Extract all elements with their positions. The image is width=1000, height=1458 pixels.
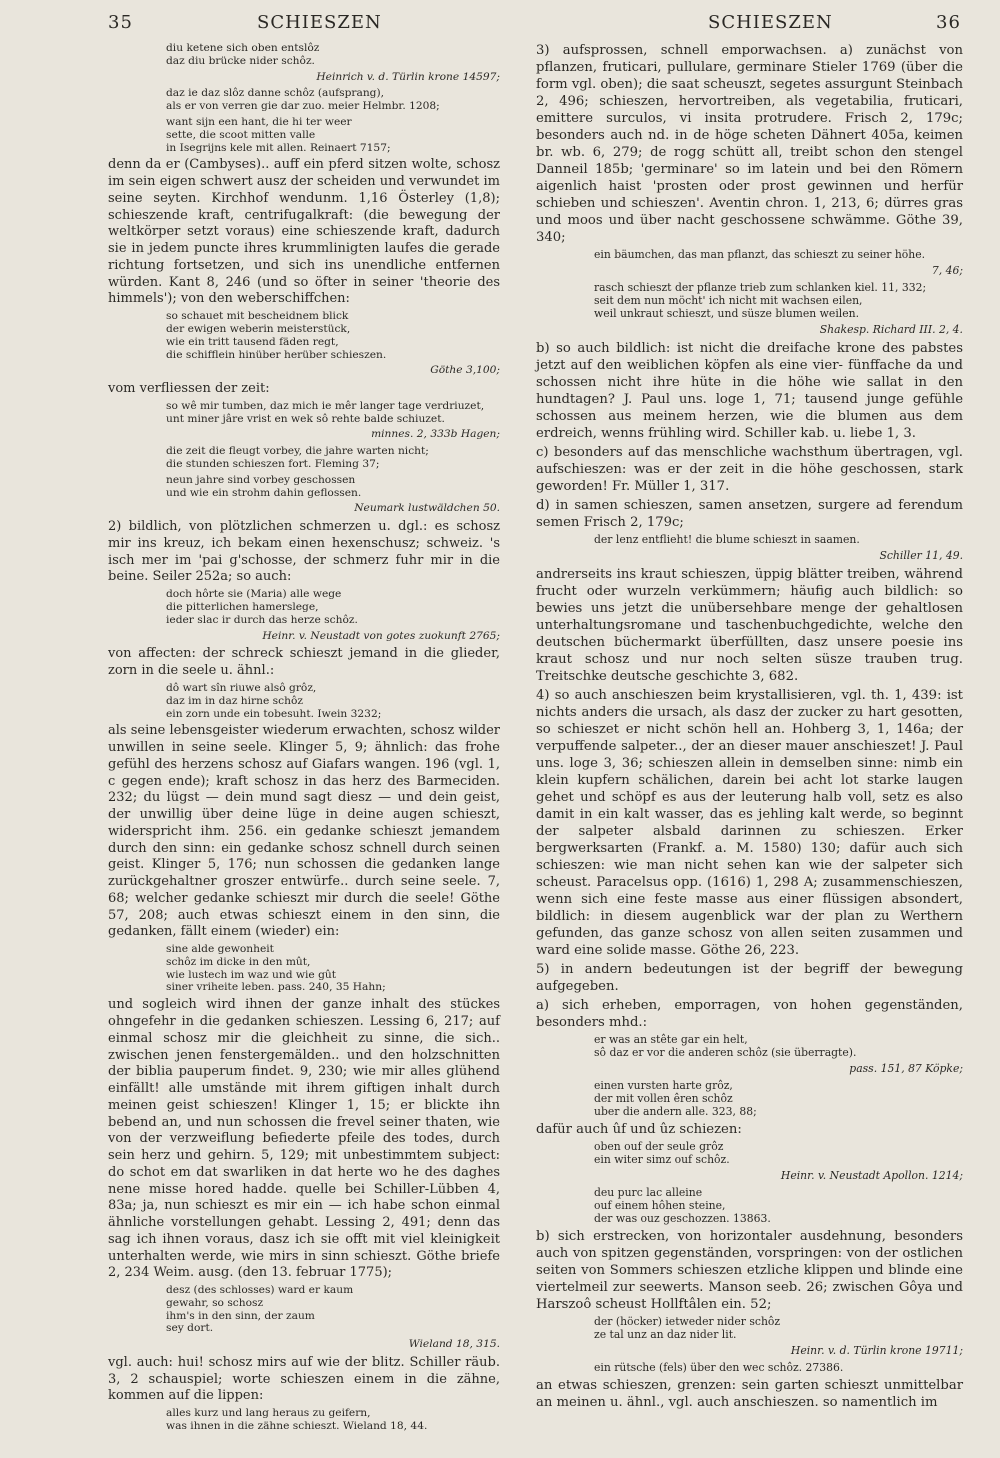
quotation-verse: oben ouf der seule grôz ein witer simz ouf schôz. — [594, 1140, 730, 1166]
quotation-verse: neun jahre sind vorbey geschossen und wie ein strohm dahin geflossen. — [166, 472, 362, 499]
entry-paragraph: 2) bildlich, von plötzlichen schmerzen u. dgl.: es schosz mir ins kreuz, ich bekam einen hexenschusz; schweiz. 's isch mer im 'pai g'schosse, der schmerz fuhr mir in die beine. Seiler 252a; so auch: — [108, 519, 500, 585]
entry-paragraph: als seine lebensgeister wiederum erwachten, schosz wilder unwillen in seine seele. Klinger 5, 9; ähnlich: das frohe gefühl des herzens schosz auf Giafars wangen. 196 (vgl. 1, c gegen ende); kraft schosz in das herz des Barmeciden. 232; du lügst — dein mund sagt diesz — und dein geist, der unwillig über deine lüge in deine augen schieszt, widerspricht ihm. 256. ein gedanke schieszt jemandem durch den sinn: ein gedanke schosz schnell durch seinen geist. Klinger 5, 176; nun schossen die gedanken lange zurückgehaltner groszer entwürfe.. durch seine seele. 7, 68; welcher gedanke schieszt mir durch die seele! Göthe 57, 208; auch etwas schieszt einem in den sinn, die gedanken, fällt einem (wieder) ein: — [108, 723, 500, 940]
citation: Göthe 3,100; — [430, 363, 500, 377]
entry-paragraph: c) besonders auf das menschliche wachsthum übertragen, vgl. aufschieszen: was er der zeit in die höhe geschossen, stark geworden! Fr. Müller 1, 317. — [536, 445, 963, 494]
quotation-verse: rasch schieszt der pflanze trieb zum schlanken kiel. 11, 332; seit dem nun möcht' ich nicht mit wachsen eilen, weil unkraut schieszt, und süsze blumen weilen. — [594, 281, 927, 320]
entry-paragraph: andrerseits ins kraut schieszen, üppig blätter treiben, während frucht oder wurzeln verkümmern; häufig auch bildlich: so bewies uns jetzt die unübersehbare menge der gehaltlosen unterhaltungsromane und taschenbuchgedichte, welche den deutschen büchermarkt überfüllten, dasz unsere poesie ins kraut schosz und nur noch selten süsze trauben trug. Treitschke deutsche geschichte 3, 682. — [536, 567, 963, 684]
entry-paragraph: d) in samen schieszen, samen ansetzen, surgere ad ferendum semen Frisch 2, 179c; — [536, 498, 963, 530]
entry-paragraph: 5) in andern bedeutungen ist der begriff der bewegung aufgegeben. — [536, 962, 963, 994]
quotation-verse: einen vursten harte grôz, der mit vollen êren schôz uber die andern alle. 323, 88; — [594, 1079, 757, 1118]
quotation-verse: alles kurz und lang heraus zu geifern, was ihnen in die zähne schieszt. Wieland 18, 44. — [166, 1406, 428, 1433]
citation: pass. 151, 87 Köpke; — [849, 1062, 963, 1075]
quotation-verse: want sijn een hant, die hi ter weer sette, die scoot mitten valle in Isegrijns kele mit allen. Reinaert 7157; — [166, 114, 391, 154]
entry-paragraph: und sogleich wird ihnen der ganze inhalt des stückes ohngefehr in die gedanken schieszen. Lessing 6, 217; auf einmal schosz mir die gleichheit zu sinne, die sich.. zwischen jenen fenstergemälden.. und den holzschnitten der biblia pauperum findet. 9, 230; wie mir alles glühend einfällt! alle umstände mit ihrem giftigen inhalt durch meinen geist schieszen! Klinger 1, 15; er blickte ihn bebend an, und nun schossen die frevel seiner thaten, wie von der verzweiflung befiederte pfeile des todes, durch sein herz und gehirn. 5, 129; mit unbestimmtem subject: do schot em dat swarliken in dat herte wo he des daghes nene misse hored hadde. quelle bei Schiller-Lübben 4, 83a; ja, nun schieszt es mir ein — ich habe schon einmal ähnliche vorstellungen gehabt. Lessing 2, 491; denn das sag ich ihnen voraus, dasz ich sie offt mit viel kleinigkeit unterhalten werde, wie mirs in sinn schieszt. Göthe briefe 2, 234 Weim. ausg. (den 13. februar 1775); — [108, 997, 500, 1281]
citation: Neumark lustwäldchen 50. — [354, 501, 500, 515]
quotation-verse: so schauet mit bescheidnem blick der ewigen weberin meisterstück, wie ein tritt tausend fäden regt, die schifflein hinüber herüber schieszen. — [166, 309, 387, 361]
entry-paragraph: von affecten: der schreck schieszt jemand in die glieder, zorn in die seele u. ähnl.: — [108, 646, 500, 679]
right-running-head: SCHIESZEN — [708, 12, 833, 33]
left-running-head: SCHIESZEN — [257, 12, 382, 33]
citation: Shakesp. Richard III. 2, 4. — [819, 323, 963, 336]
right-column — [536, 42, 963, 1413]
quotation-verse: die zeit die fleugt vorbey, die jahre warten nicht; die stunden schieszen fort. Fleming 37; — [166, 444, 429, 471]
entry-paragraph: dafür auch ûf und ûz schiezen: — [536, 1122, 742, 1137]
entry-paragraph: 3) aufsprossen, schnell emporwachsen. a) zunächst von pflanzen, fruticari, pullulare, germinare Stieler 1769 (über die form vgl. oben); die saat scheuszt, segetes assurgunt Steinbach 2, 496; schieszen, hervortreiben, als vegetabilia, fruticari, emittere surculos, vi insita protrudere. Frisch 2, 179c; besonders auch nd. in de höge scheten Dähnert 405a, keimen br. wb. 6, 279; de rogg schütt all, treibt schon den stengel Danneil 185b; 'germinare' so im latein und bei den Römern aigenlich haist 'prosten oder prost gewinnen und herfür schieben und schieszen'. Aventin chron. 1, 213, 6; dürres gras und moos und über nacht geschossene schwämme. Göthe 39, 340; — [536, 43, 963, 245]
entry-paragraph: vom verfliessen der zeit: — [108, 381, 270, 397]
citation: Heinr. v. d. Türlin krone 19711; — [790, 1344, 963, 1357]
entry-paragraph: 4) so auch anschieszen beim krystallisieren, vgl. th. 1, 439: ist nichts anders die ursach, als dasz der zucker zu hart gesotten, so schieszet er nicht schön hell an. Hohberg 3, 1, 146a; der verpuffende salpeter.., der an dieser mauer anschieszet! J. Paul uns. loge 3, 36; schieszen allein in demselben sinne: nimb ein klein kupfern schälichen, darein bei acht lot starke laugen gehet und schöpf es aus der leuterung halb voll, setz es also damit in ein kalt wasser, das es jehling kalt werde, so beginnt der salpeter alsbald darinnen zu schieszen. Erker bergwerksarten (Frankf. a. M. 1580) 130; dafür auch sich schieszen: wie man nicht sehen kan wie der salpeter sich scheust. Paracelsus opp. (1616) 1, 298 A; zusammenschieszen, wenn sich eine feste masse aus einer flüssigen absondert, bildlich: in diesem augenblick war der plan zu Werthern gefunden, das ganze schosz von allen seiten zusammen und ward eine solide masse. Göthe 26, 223. — [536, 688, 963, 958]
quotation-verse: er was an stête gar ein helt, sô daz er vor die anderen schôz (sie überragte). — [594, 1033, 857, 1059]
entry-paragraph: b) so auch bildlich: ist nicht die dreifache krone des pabstes jetzt auf den weiblichen köpfen als eine vier- fünffache da und schossen nicht ihre hüte in die höhe wie sallat in den hundtagen? J. Paul uns. loge 1, 71; tausend junge gefühle schossen aus meinem herzen, wie die blumen aus dem erdreich, wenns frühling wird. Schiller kab. u. liebe 1, 3. — [536, 341, 963, 441]
quotation-verse: der (höcker) ietweder nider schôz ze tal unz an daz nider lit. — [594, 1315, 781, 1341]
left-page-number: 35 — [108, 12, 133, 33]
quotation-verse: der lenz entflieht! die blume schieszt in saamen. — [594, 533, 860, 546]
citation: minnes. 2, 333b Hagen; — [371, 427, 500, 441]
citation: Wieland 18, 315. — [408, 1337, 500, 1351]
entry-paragraph: vgl. auch: hui! schosz mirs auf wie der blitz. Schiller räub. 3, 2 schauspiel; worte schieszen einem in die zähne, kommen auf die lippen: — [108, 1354, 500, 1404]
entry-paragraph: an etwas schieszen, grenzen: sein garten schieszt unmittelbar an meinen u. ähnl., vgl. auch anschieszen. so namentlich im — [536, 1378, 963, 1410]
quotation-verse: desz (des schlosses) ward er kaum gewahr, so schosz ihm's in den sinn, der zaum sey dort. — [166, 1283, 354, 1335]
quotation-verse: ein bäumchen, das man pflanzt, das schieszt zu seiner höhe. — [594, 248, 926, 261]
quotation-verse: deu purc lac alleine ouf einem hôhen steine, der was ouz geschozzen. 13863. — [594, 1186, 771, 1225]
citation: Heinr. v. Neustadt von gotes zuokunft 2765; — [262, 628, 500, 642]
citation: Heinrich v. d. Türlin krone 14597; — [316, 69, 500, 83]
quotation-verse: ein rütsche (fels) über den wec schôz. 27386. — [594, 1361, 844, 1374]
quotation-verse: so wê mir tumben, daz mich ie mêr langer tage verdriuzet, unt miner jâre vrist en wek sô rehte balde schiuzet. — [166, 398, 485, 425]
left-column — [108, 42, 500, 1436]
quotation-verse: doch hôrte sie (Maria) alle wege die pitterlichen hamerslege, ieder slac ir durch das herze schôz. — [166, 587, 358, 626]
entry-paragraph: b) sich erstrecken, von horizontaler ausdehnung, besonders auch von spitzen gegenständen, vorspringen: von der ostlichen seiten von Sommers schieszen etzliche klippen und blinde eine viertelmeil zur seewerts. Manson seeb. 26; zwischen Gôya und Harszoô scheust Hollftâlen ein. 52; — [536, 1229, 963, 1312]
quotation-verse: dô wart sîn riuwe alsô grôz, daz im in daz hirne schôz ein zorn unde ein tobesuht. Iwein 3232; — [166, 680, 382, 720]
entry-paragraph: denn da er (Cambyses).. auff ein pferd sitzen wolte, schosz im sein eigen schwert ausz der scheiden und verwundet im seine seyten. Kirchhof wendunm. 1,16 Österley (1,8); schieszende kraft, centrifugalkraft: (die bewegung der weltkörper setzt voraus) eine schieszende kraft, dadurch sie in jedem puncte ihres krummlinigten laufes die gerade richtung fortsetzen, und sich ins unendliche entfernen würden. Kant 8, 246 (und so öfter in seiner 'theorie des himmels'); von den weberschiffchen: — [108, 157, 500, 307]
quotation-verse: sine alde gewonheit schôz im dicke in den mût, wie lustech im waz und wie gût siner vriheite leben. pass. 240, 35 Hahn; — [166, 942, 386, 994]
citation: Heinr. v. Neustadt Apollon. 1214; — [780, 1169, 963, 1182]
right-page-number: 36 — [936, 12, 961, 33]
citation: 7, 46; — [931, 264, 963, 277]
entry-paragraph: a) sich erheben, emporragen, von hohen gegenständen, besonders mhd.: — [536, 998, 963, 1030]
citation: Schiller 11, 49. — [879, 549, 963, 562]
quotation-verse: diu ketene sich oben entslôz daz diu brücke nider schôz. — [166, 41, 320, 67]
quotation-verse: daz ie daz slôz danne schôz (aufsprang), als er von verren gie dar zuo. meier Helmbr. 1208; — [166, 86, 440, 113]
